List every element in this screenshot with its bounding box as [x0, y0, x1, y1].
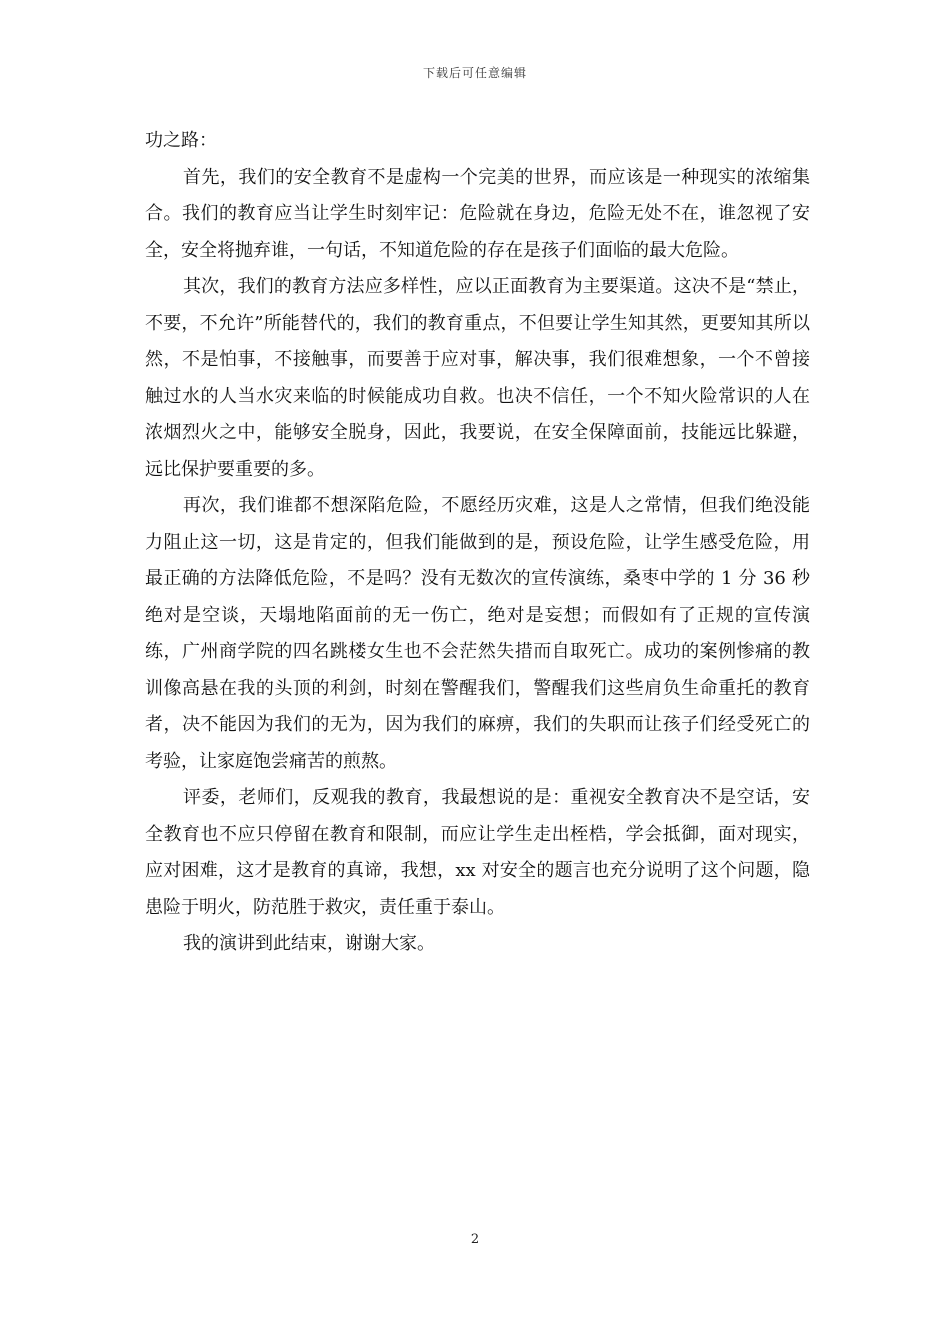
paragraph-conclusion: 评委，老师们，反观我的教育，我最想说的是：重视安全教育决不是空话，安全教育也不应只停留在教育和限制，而应让学生走出桎梏，学会抵御，面对现实，应对困难，这才是教育的真谛，我想，xx 对安全的题言也充分说明了这个问题，隐患险于明火，防范胜于救灾，责任重于泰山。 — [145, 787, 810, 918]
paragraph-second-point: 其次，我们的教育方法应多样性，应以正面教育为主要渠道。这决不是“禁止，不要，不允许”所能替代的，我们的教育重点，不但要让学生知其然，更要知其所以然，不是怕事，不接触事，而要善于应对事，解决事，我们很难想象，一个不曾接触过水的人当水灾来临的时候能成功自救。也决不信任，一个不知火险常识的人在浓烟烈火之中，能够安全脱身，因此，我要说，在安全保障面前，技能远比躲避，远比保护要重要的多。 — [145, 276, 810, 480]
page-header: 下载后可任意编辑 — [422, 66, 527, 80]
document-body — [145, 123, 810, 963]
paragraph-closing: 我的演讲到此结束，谢谢大家。 — [183, 933, 435, 954]
paragraph-third-point: 再次，我们谁都不想深陷危险，不愿经历灾难，这是人之常情，但我们绝没能力阻止这一切，这是肯定的，但我们能做到的是，预设危险，让学生感受危险，用最正确的方法降低危险，不是吗？没有无数次的宣传演练，桑枣中学的 1 分 36 秒绝对是空谈，天塌地陷面前的无一伤亡，绝对是妄想；而假如有了正规的宣传演练，广州商学院的四名跳楼女生也不会茫然失措而自取死亡。成功的案例惨痛的教训像高悬在我的头顶的利剑，时刻在警醒我们，警醒我们这些肩负生命重托的教育者，决不能因为我们的无为，因为我们的麻痹，我们的失职而让孩子们经受死亡的考验，让家庭饱尝痛苦的煎熬。 — [145, 495, 810, 772]
paragraph-first-point: 首先，我们的安全教育不是虚构一个完美的世界，而应该是一种现实的浓缩集合。我们的教育应当让学生时刻牢记：危险就在身边，危险无处不在，谁忽视了安全，安全将抛弃谁，一句话，不知道危险的存在是孩子们面临的最大危险。 — [145, 166, 810, 261]
paragraph-continuation: 功之路： — [145, 130, 217, 151]
page-number: 2 — [470, 1232, 480, 1247]
